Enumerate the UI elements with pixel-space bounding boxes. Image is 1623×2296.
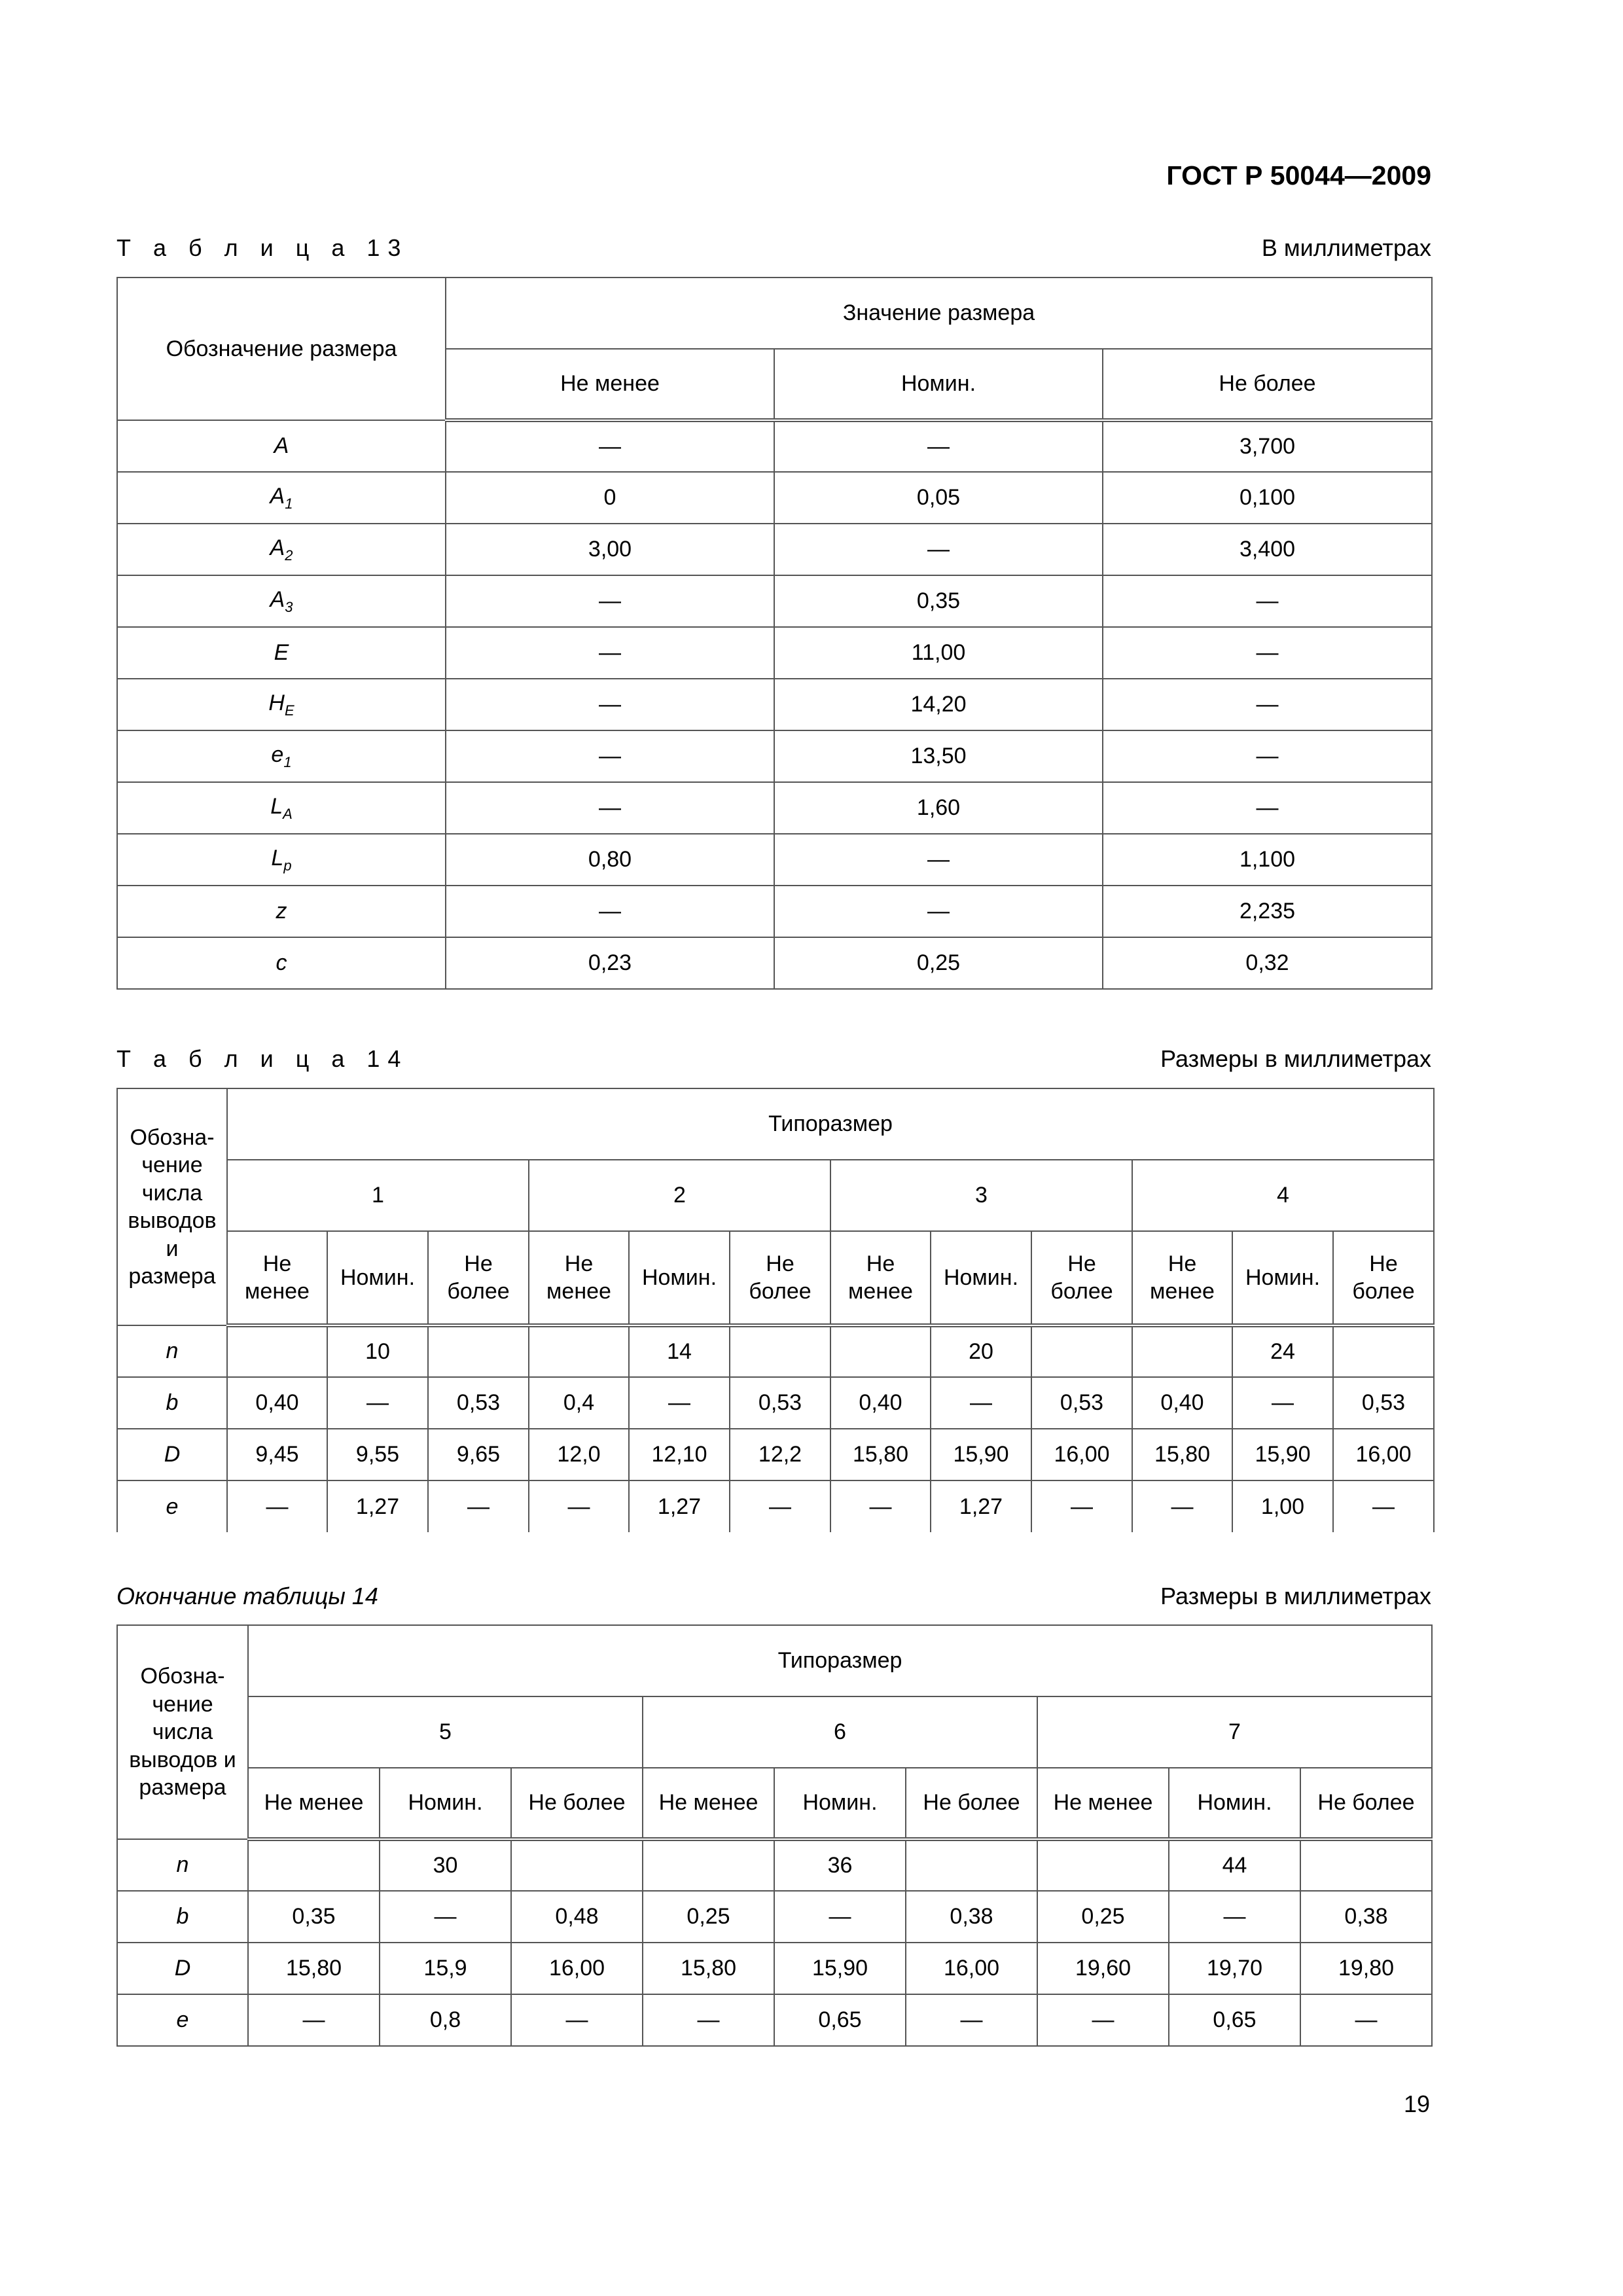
value-cell: [529, 1325, 629, 1377]
table14-caption-row: [116, 1045, 1431, 1073]
table-row: [117, 627, 1432, 679]
value-cell-max: 2,235: [1103, 886, 1432, 937]
min-header: [529, 1231, 629, 1325]
max-header: [428, 1231, 529, 1325]
table14-size-header: 1: [227, 1160, 529, 1231]
value-cell: —: [1300, 1994, 1432, 2046]
designation-symbol: D: [164, 1442, 181, 1467]
value-cell: 0,53: [1031, 1377, 1132, 1429]
value-cell-min: —: [446, 886, 774, 937]
value-cell-nom: 0,25: [774, 937, 1103, 989]
value-cell: —: [1031, 1480, 1132, 1532]
min-header-line: менее: [546, 1279, 611, 1304]
table14-end: [116, 1624, 1433, 2047]
row-designation: [117, 886, 446, 937]
value-cell: 0,48: [511, 1891, 643, 1943]
nom-header: Номин.: [1232, 1231, 1333, 1325]
max-header: Не более: [511, 1768, 643, 1839]
value-cell-min: —: [446, 575, 774, 627]
designation-subscript: 3: [285, 599, 293, 616]
value-cell-max: —: [1103, 679, 1432, 730]
table-row: [117, 834, 1432, 886]
table13-nom-header: Номин.: [774, 349, 1103, 420]
table13-unit-note: В миллиметрах: [1261, 234, 1431, 261]
value-cell-min: 3,00: [446, 524, 774, 575]
value-cell-max: —: [1103, 730, 1432, 782]
table14-end-caption-row: [116, 1583, 1431, 1610]
value-cell: 0,40: [1132, 1377, 1232, 1429]
value-cell: 12,2: [730, 1429, 830, 1480]
value-cell: [643, 1839, 774, 1891]
value-cell-min: —: [446, 627, 774, 679]
value-cell: [248, 1839, 380, 1891]
value-cell-nom: —: [774, 834, 1103, 886]
value-cell: —: [428, 1480, 529, 1532]
table-row: [117, 1994, 1432, 2046]
value-cell: [830, 1325, 931, 1377]
max-header: [730, 1231, 830, 1325]
value-cell: —: [830, 1480, 931, 1532]
value-cell: [1300, 1839, 1432, 1891]
table14-size-group-header: Типоразмер: [227, 1088, 1434, 1160]
value-cell: 12,10: [629, 1429, 730, 1480]
designation-symbol: e: [166, 1494, 179, 1519]
value-cell: 0,38: [1300, 1891, 1432, 1943]
min-header: [1132, 1231, 1232, 1325]
row-designation: [117, 420, 446, 472]
row-designation: [117, 1943, 248, 1994]
value-cell: [906, 1839, 1037, 1891]
value-cell: —: [1333, 1480, 1434, 1532]
designation-subscript: 1: [283, 754, 292, 771]
designation-symbol: A: [270, 587, 285, 613]
table14-size-header: 2: [529, 1160, 830, 1231]
row-designation: [117, 472, 446, 524]
min-header: [227, 1231, 327, 1325]
value-cell: —: [227, 1480, 327, 1532]
value-cell: 12,0: [529, 1429, 629, 1480]
designation-symbol: n: [176, 1852, 189, 1878]
value-cell: 1,27: [327, 1480, 428, 1532]
table14-end-unit-note: Размеры в миллиметрах: [1160, 1583, 1431, 1609]
value-cell: 15,90: [774, 1943, 906, 1994]
row-designation: [117, 1839, 248, 1891]
value-cell-min: —: [446, 420, 774, 472]
value-cell-max: —: [1103, 627, 1432, 679]
table-row: [117, 1839, 1432, 1891]
value-cell: [511, 1839, 643, 1891]
value-cell: 36: [774, 1839, 906, 1891]
table-row: [117, 937, 1432, 989]
row-designation: [117, 524, 446, 575]
value-cell: 0,8: [380, 1994, 511, 2046]
value-cell: —: [643, 1994, 774, 2046]
max-header-line: более: [447, 1279, 510, 1304]
value-cell: 19,80: [1300, 1943, 1432, 1994]
designation-symbol: c: [276, 950, 287, 976]
min-header: Не менее: [248, 1768, 380, 1839]
table14-end-caption: Окончание таблицы 14: [116, 1583, 378, 1609]
table-row: [117, 782, 1432, 834]
table-row: [117, 1429, 1434, 1480]
table-row: [117, 730, 1432, 782]
value-cell: —: [327, 1377, 428, 1429]
value-cell: —: [380, 1891, 511, 1943]
row-designation: [117, 730, 446, 782]
value-cell: 19,70: [1169, 1943, 1300, 1994]
min-header: Не менее: [643, 1768, 774, 1839]
value-cell: 14: [629, 1325, 730, 1377]
value-cell-min: 0: [446, 472, 774, 524]
designation-symbol: e: [271, 742, 284, 768]
designation-symbol: A: [270, 535, 285, 561]
table13-value-group-header: Значение размера: [446, 278, 1432, 349]
row-designation: [117, 627, 446, 679]
value-cell: 16,00: [1333, 1429, 1434, 1480]
value-cell: 0,38: [906, 1891, 1037, 1943]
table13-caption: Т а б л и ц а 13: [116, 234, 409, 261]
table14-end-size-header: 5: [248, 1696, 643, 1768]
min-header-line: менее: [1150, 1279, 1215, 1304]
value-cell: 19,60: [1037, 1943, 1169, 1994]
table-row: [117, 1891, 1432, 1943]
table13-designation-header: Обозначение размера: [117, 278, 446, 420]
value-cell: 16,00: [1031, 1429, 1132, 1480]
designation-symbol: L: [271, 846, 284, 871]
designation-symbol: z: [276, 899, 287, 924]
value-cell: —: [906, 1994, 1037, 2046]
max-header: [1333, 1231, 1434, 1325]
max-header-line: более: [749, 1279, 812, 1304]
value-cell: —: [1037, 1994, 1169, 2046]
max-header: [1031, 1231, 1132, 1325]
designation-symbol: E: [274, 640, 289, 666]
value-cell: 0,53: [1333, 1377, 1434, 1429]
value-cell: 15,90: [931, 1429, 1031, 1480]
value-cell-max: 0,32: [1103, 937, 1432, 989]
max-header-line: Не: [766, 1251, 794, 1276]
table-row: [117, 1943, 1432, 1994]
nom-header: Номин.: [629, 1231, 730, 1325]
designation-symbol: D: [174, 1956, 191, 1981]
table14-unit-note: Размеры в миллиметрах: [1160, 1045, 1431, 1072]
table14-size-header: 4: [1132, 1160, 1434, 1231]
table14: [116, 1088, 1435, 1532]
row-designation: [117, 937, 446, 989]
row-designation: [117, 1325, 227, 1377]
value-cell: 0,40: [227, 1377, 327, 1429]
value-cell-nom: 1,60: [774, 782, 1103, 834]
min-header-line: Не: [262, 1251, 292, 1276]
value-cell: —: [730, 1480, 830, 1532]
value-cell: 20: [931, 1325, 1031, 1377]
table-row: [117, 679, 1432, 730]
value-cell: [1037, 1839, 1169, 1891]
designation-subscript: 2: [285, 547, 293, 564]
table13-max-header: Не более: [1103, 349, 1432, 420]
designation-symbol: e: [176, 2007, 189, 2033]
min-header-line: Не: [564, 1251, 594, 1276]
value-cell-nom: —: [774, 886, 1103, 937]
designation-symbol: H: [268, 691, 285, 716]
table-row: [117, 472, 1432, 524]
value-cell: [227, 1325, 327, 1377]
page-number: 19: [1403, 2090, 1430, 2117]
table14-caption: Т а б л и ц а 14: [116, 1045, 409, 1072]
row-designation: [117, 1891, 248, 1943]
row-designation: [117, 834, 446, 886]
value-cell: 0,40: [830, 1377, 931, 1429]
table-row: [117, 1377, 1434, 1429]
designation-symbol: b: [176, 1904, 189, 1929]
value-cell: [1132, 1325, 1232, 1377]
value-cell: 0,53: [730, 1377, 830, 1429]
value-cell: —: [931, 1377, 1031, 1429]
value-cell-nom: 0,05: [774, 472, 1103, 524]
value-cell: 0,35: [248, 1891, 380, 1943]
value-cell-max: 3,400: [1103, 524, 1432, 575]
row-designation: [117, 1994, 248, 2046]
nom-header: Номин.: [931, 1231, 1031, 1325]
value-cell: 10: [327, 1325, 428, 1377]
max-header-line: Не: [464, 1251, 493, 1276]
designation-symbol: b: [166, 1390, 179, 1416]
value-cell: 0,65: [1169, 1994, 1300, 2046]
value-cell: 16,00: [906, 1943, 1037, 1994]
value-cell-nom: —: [774, 420, 1103, 472]
row-designation: [117, 1429, 227, 1480]
row-designation: [117, 575, 446, 627]
value-cell-nom: 14,20: [774, 679, 1103, 730]
value-cell: 0,25: [1037, 1891, 1169, 1943]
table-row: [117, 524, 1432, 575]
value-cell-nom: —: [774, 524, 1103, 575]
value-cell: 1,27: [629, 1480, 730, 1532]
value-cell-nom: 0,35: [774, 575, 1103, 627]
row-designation: [117, 679, 446, 730]
value-cell: [730, 1325, 830, 1377]
table13-caption-row: [116, 234, 1431, 262]
value-cell: 15,9: [380, 1943, 511, 1994]
table-row: [117, 886, 1432, 937]
value-cell: —: [774, 1891, 906, 1943]
table-row: [117, 1480, 1434, 1532]
min-header-line: менее: [848, 1279, 913, 1304]
value-cell-min: —: [446, 730, 774, 782]
max-header-line: Не: [1067, 1251, 1096, 1276]
value-cell: [1031, 1325, 1132, 1377]
row-designation: [117, 1480, 227, 1532]
value-cell: —: [248, 1994, 380, 2046]
value-cell-min: 0,23: [446, 937, 774, 989]
value-cell-max: 1,100: [1103, 834, 1432, 886]
designation-symbol: n: [166, 1338, 179, 1364]
table13-min-header: Не менее: [446, 349, 774, 420]
table-row: [117, 575, 1432, 627]
table14-end-designation-header: Обозна- чение числа выводов и размера: [117, 1625, 248, 1839]
min-header-line: Не: [866, 1251, 895, 1276]
max-header: Не более: [906, 1768, 1037, 1839]
value-cell-max: 0,100: [1103, 472, 1432, 524]
designation-subscript: 1: [285, 495, 293, 512]
designation-subscript: A: [283, 806, 293, 823]
nom-header: Номин.: [380, 1768, 511, 1839]
nom-header: Номин.: [774, 1768, 906, 1839]
document-code: ГОСТ Р 50044—2009: [1166, 160, 1431, 190]
nom-header: Номин.: [1169, 1768, 1300, 1839]
min-header-line: Не: [1168, 1251, 1197, 1276]
max-header-line: Не: [1369, 1251, 1398, 1276]
table14-end-size-header: 7: [1037, 1696, 1432, 1768]
value-cell: [1333, 1325, 1434, 1377]
value-cell: —: [1132, 1480, 1232, 1532]
value-cell: [428, 1325, 529, 1377]
table13: [116, 277, 1433, 990]
value-cell-min: —: [446, 782, 774, 834]
value-cell: 15,80: [830, 1429, 931, 1480]
max-header-line: более: [1352, 1279, 1415, 1304]
table-row: [117, 1325, 1434, 1377]
value-cell: 0,65: [774, 1994, 906, 2046]
value-cell: 0,4: [529, 1377, 629, 1429]
max-header-line: более: [1050, 1279, 1113, 1304]
value-cell: —: [1169, 1891, 1300, 1943]
min-header: Не менее: [1037, 1768, 1169, 1839]
designation-subscript: p: [283, 857, 292, 874]
max-header: Не более: [1300, 1768, 1432, 1839]
value-cell: 1,00: [1232, 1480, 1333, 1532]
value-cell: 15,80: [248, 1943, 380, 1994]
table14-size-header: 3: [830, 1160, 1132, 1231]
row-designation: [117, 1377, 227, 1429]
value-cell-max: —: [1103, 782, 1432, 834]
value-cell: 24: [1232, 1325, 1333, 1377]
value-cell: 15,80: [1132, 1429, 1232, 1480]
value-cell: 9,55: [327, 1429, 428, 1480]
value-cell-nom: 13,50: [774, 730, 1103, 782]
value-cell: 0,25: [643, 1891, 774, 1943]
value-cell: 0,53: [428, 1377, 529, 1429]
value-cell-max: —: [1103, 575, 1432, 627]
value-cell: —: [511, 1994, 643, 2046]
value-cell-min: —: [446, 679, 774, 730]
value-cell: —: [529, 1480, 629, 1532]
value-cell-max: 3,700: [1103, 420, 1432, 472]
value-cell-min: 0,80: [446, 834, 774, 886]
nom-header: Номин.: [327, 1231, 428, 1325]
table-row: [117, 420, 1432, 472]
table14-end-size-header: 6: [643, 1696, 1037, 1768]
value-cell: —: [1232, 1377, 1333, 1429]
value-cell: 30: [380, 1839, 511, 1891]
value-cell: 9,65: [428, 1429, 529, 1480]
value-cell: 15,80: [643, 1943, 774, 1994]
designation-symbol: A: [274, 433, 289, 459]
table14-designation-header: Обозна- чение числа выводов и размера: [117, 1088, 227, 1325]
value-cell: 44: [1169, 1839, 1300, 1891]
min-header: [830, 1231, 931, 1325]
designation-symbol: A: [270, 484, 285, 509]
value-cell: 9,45: [227, 1429, 327, 1480]
value-cell: 1,27: [931, 1480, 1031, 1532]
value-cell: 15,90: [1232, 1429, 1333, 1480]
table14-end-size-group-header: Типоразмер: [248, 1625, 1432, 1696]
designation-symbol: L: [270, 794, 283, 819]
value-cell: —: [629, 1377, 730, 1429]
row-designation: [117, 782, 446, 834]
value-cell: 16,00: [511, 1943, 643, 1994]
designation-subscript: E: [284, 702, 294, 719]
value-cell-nom: 11,00: [774, 627, 1103, 679]
min-header-line: менее: [245, 1279, 310, 1304]
